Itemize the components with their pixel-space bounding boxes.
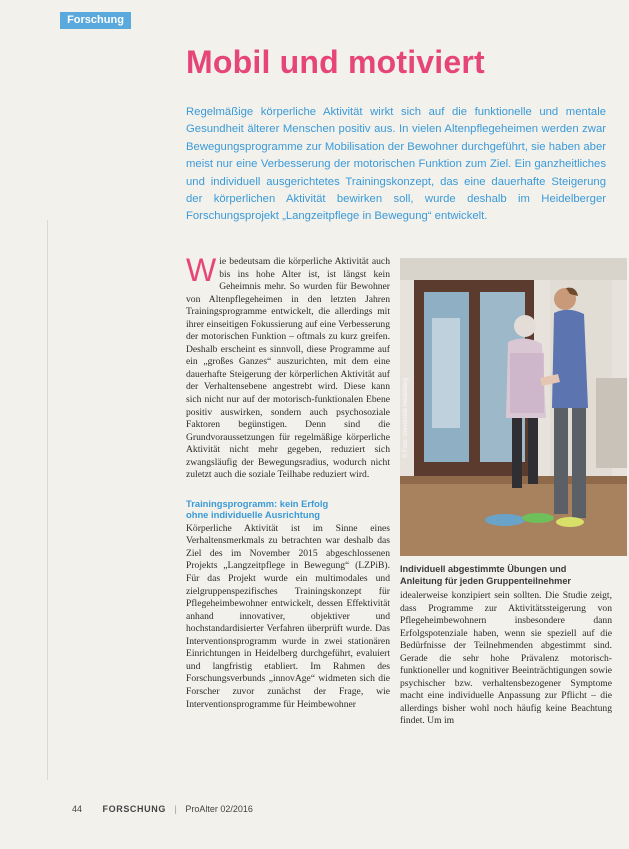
footer-separator: | xyxy=(174,804,177,814)
photo-caption xyxy=(400,563,610,587)
footer-issue: ProAlter 02/2016 xyxy=(185,804,253,814)
page-number: 44 xyxy=(72,804,83,814)
intro-text: ie bedeutsam die körperliche Aktivität auch bis ins hohe Alter ist, ist längst kein Geheimnis mehr. So wurden für Bewohner von Altenpflegeheimen in den letzten Jahren Trainingsprogramme entwickelt, die allerdings mit ihrer einseitigen Fokussierung auf eine Verbesserung der motorischen Funktion – oftmals zu kurz greifen. Deshalb erscheint es sinnvoll, diese Programme auf ein „großes Ganzes“ auszurichten, mit dem eine dauerhafte Steigerung der körperlichen Aktivität auf der Verhaltensebene angestrebt wird. Diese kann sich nicht nur auf der motorisch-funktionalen Ebene positiv auswirken, sondern auch psychosoziale Faktoren begünstigen. Denn sind die Grundvoraussetzungen für regelmäßige körperliche Aktivität nicht mehr gegeben, reduziert sich zwangsläufig der Bewegungsradius, wodurch nicht zuletzt auch die soziale Teilhabe reduziert wird. xyxy=(186,256,390,481)
text-column-left xyxy=(186,252,390,711)
drop-cap: W xyxy=(186,252,217,288)
intro-paragraph xyxy=(186,252,390,482)
footer-section: FORSCHUNG xyxy=(102,804,166,814)
caption-line-1: Individuell abgestimmte Übungen und xyxy=(400,564,567,574)
article-photo xyxy=(400,258,627,556)
subheading-line-1: Trainingsprogramm: kein Erfolg xyxy=(186,497,329,509)
subheading-line-2: ohne individuelle Ausrichtung xyxy=(186,509,321,521)
page-gutter-line xyxy=(47,220,48,780)
article-title: Mobil und motiviert xyxy=(186,44,485,80)
body-paragraph-left: Körperliche Aktivität ist im Sinne eines Verhaltensmerkmals zu betrachten war deshalb das Ziel des im November 2015 abgeschlossenen Projekts „Langzeitpflege in Bewegung“ (LZPiB). Für das Projekt wurde ein multimodales und zielgruppenspezifisches Trainingskonzept für Pflegeheimbewohner entwickelt, dessen Effektivität anhand innovativer, objektiver und hochstandardisierter Verfahren überprüft wurde. Das Interventionsprogramm wurde in zwei stationären Einrichtungen in Heidelberg durchgeführt, evaluiert und langfristig etabliert. Im Rahmen des Forschungsverbunds „innovAge“ widmeten sich die Forscher zuvor zunächst der Frage, wie Interventionsprogramme für Heimbewohner xyxy=(186,522,390,710)
photo-illustration xyxy=(400,258,627,556)
photo-credit: © Foto: Universität Heidelberg xyxy=(403,377,409,458)
body-paragraph-right: idealerweise konzipiert sein sollten. Die Studie zeigt, dass Programme zur Aktivitätssteigerung von Pflegeheimbewohnern insbesondere dann Erfolgspotenziale haben, wenn sie speziell auf die Bedürfnisse der Teilnehmenden abgestimmt sind. Gerade die sehr hohe Prävalenz motorisch-funktioneller und kognitiver Beeinträchtigungen sowie psychischer bzw. verhaltensbezogener Symptome macht eine individuelle Anpassung zur Pflicht – die allerdings bisher wohl noch häufig keine Beachtung findet. Um im xyxy=(400,590,612,727)
text-column-right xyxy=(400,590,612,728)
page-footer xyxy=(72,804,253,814)
section-tag: Forschung xyxy=(60,12,131,29)
article-lead: Regelmäßige körperliche Aktivität wirkt sich auf die funktionelle und mentale Gesundheit älterer Menschen positiv aus. In vielen Altenpflegeheimen werden zwar Bewegungsprogramme zur Mobilisation der Bewohner durchgeführt, sie haben aber meist nur eine Verbesserung der motorischen Funktion zum Ziel. Ein ganzheitliches und individuell ausgerichtetes Trainingskonzept, das eine dauerhafte Steigerung der körperlichen Aktivität bewirken soll, wurde deshalb im Heidelberger Forschungsprojekt „Langzeitpflege in Bewegung“ entwickelt. xyxy=(186,106,606,223)
caption-line-2: Anleitung für jeden Gruppenteilnehmer xyxy=(400,576,572,586)
subheading xyxy=(186,498,390,521)
